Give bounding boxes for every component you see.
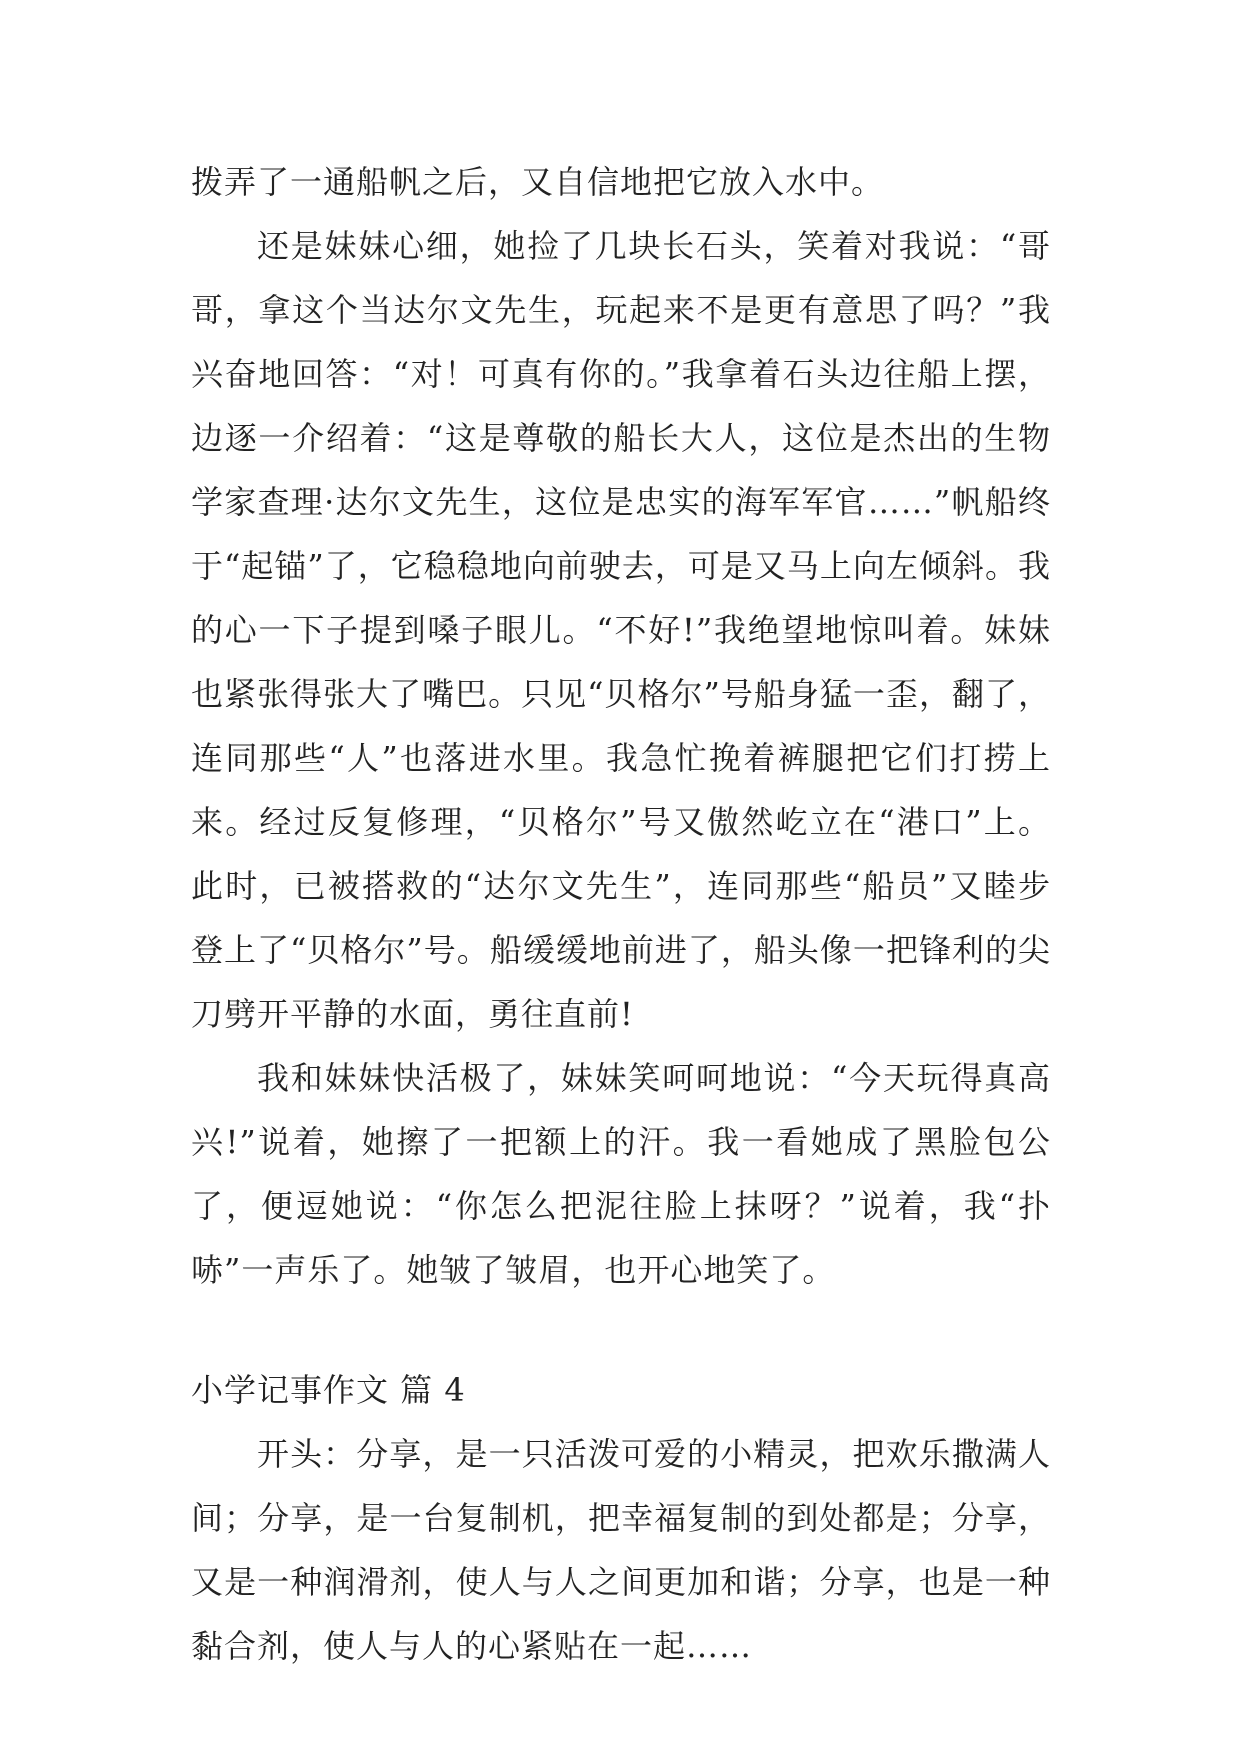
paragraph-sister-stones: 还是妹妹心细，她捡了几块长石头，笑着对我说：“哥哥，拿这个当达尔文先生，玩起来不是更有意思了吗？”我兴奋地回答：“对！可真有你的。”我拿着石头边往船上摆，边逐一介绍着：“这是尊敬的船长大人，这位是杰出的生物学家查理·达尔文先生，这位是忠实的海军军官……”帆船终于“起锚”了，它稳稳地向前驶去，可是又马上向左倾斜。我的心一下子提到嗓子眼儿。“不好!”我绝望地惊叫着。妹妹也紧张得张大了嘴巴。只见“贝格尔”号船身猛一歪，翻了，连同那些“人”也落进水里。我急忙挽着裤腿把它们打捞上来。经过反复修理，“贝格尔”号又傲然屹立在“港口”上。此时，已被搭救的“达尔文先生”，连同那些“船员”又睦步登上了“贝格尔”号。船缓缓地前进了，船头像一把锋利的尖刀劈开平静的水面，勇往直前! — [191, 227, 1051, 1033]
paragraph-continuation: 拨弄了一通船帆之后，又自信地把它放入水中。 — [191, 163, 885, 201]
section-heading: 小学记事作文 篇 4 — [191, 1371, 466, 1409]
paragraph-sharing-opening: 开头：分享，是一只活泼可爱的小精灵，把欢乐撒满人间；分享，是一台复制机，把幸福复制的到处都是；分享，又是一种润滑剂，使人与人之间更加和谐；分享，也是一种黏合剂，使人与人的心紧贴在一起…… — [191, 1435, 1051, 1665]
paragraph-happy-ending: 我和妹妹快活极了，妹妹笑呵呵地说：“今天玩得真高兴!”说着，她擦了一把额上的汗。我一看她成了黑脸包公了，便逗她说：“你怎么把泥往脸上抹呀？”说着，我“扑哧”一声乐了。她皱了皱眉，也开心地笑了。 — [191, 1059, 1051, 1289]
document-body — [191, 150, 1051, 1678]
